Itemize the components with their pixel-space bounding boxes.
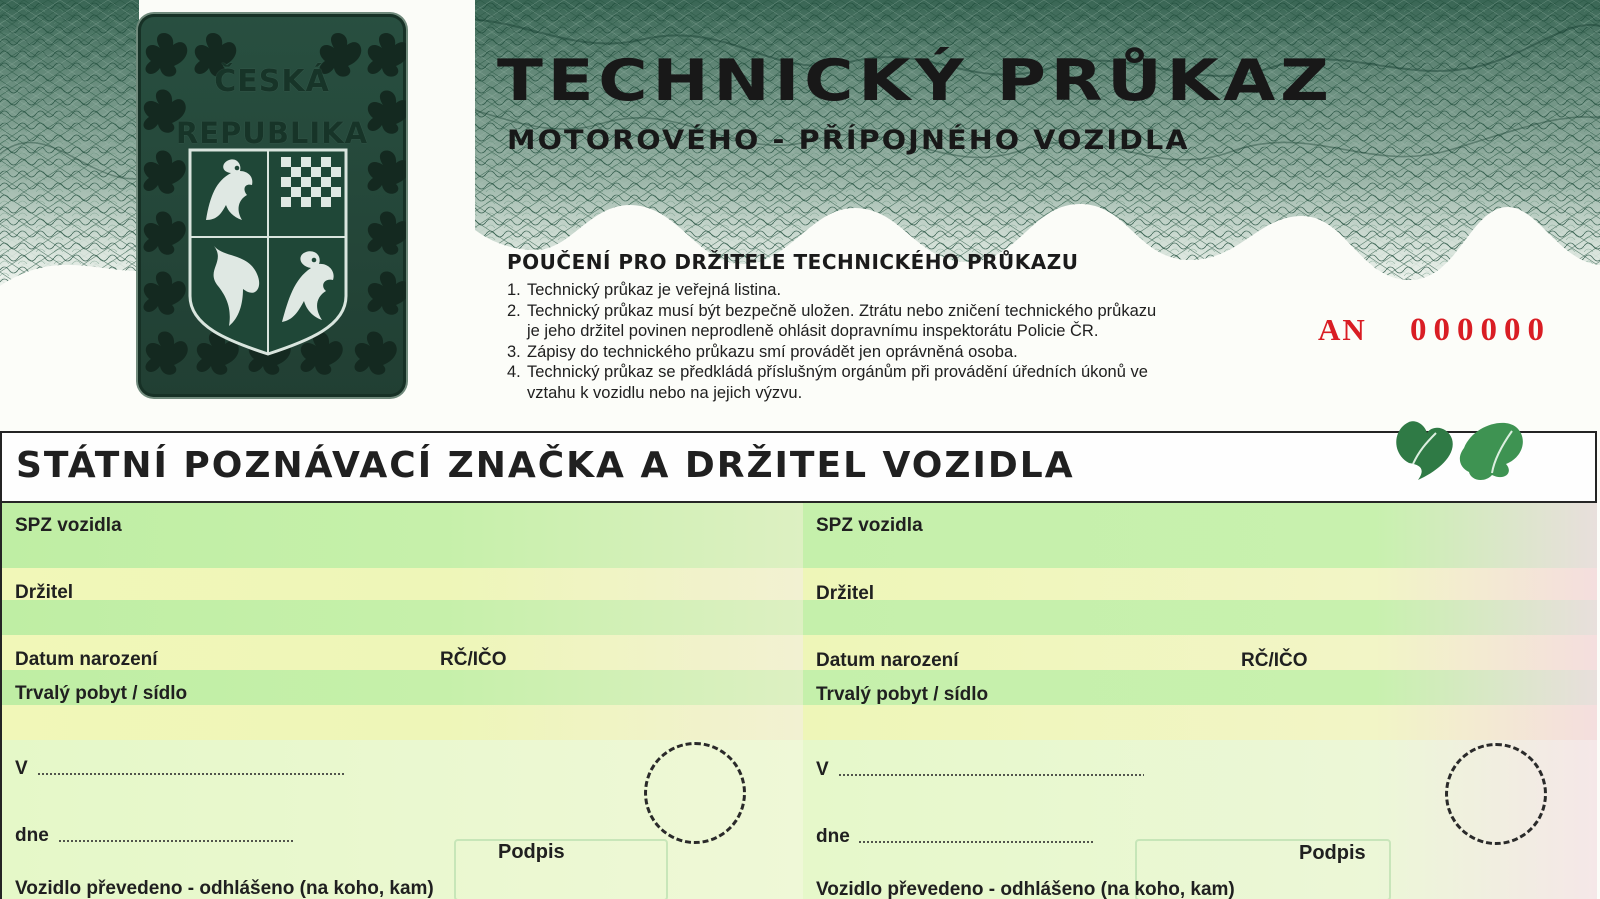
- instruction-number: 2.: [507, 301, 521, 320]
- spz-field-band: [2, 503, 803, 568]
- instruction-number: 1.: [507, 281, 521, 299]
- document-title: TECHNICKÝ PRŮKAZ: [497, 48, 1334, 114]
- emblem-panel: [138, 14, 406, 397]
- birth-date-label: Datum narození: [15, 649, 158, 670]
- serial-prefix: AN: [1318, 312, 1367, 347]
- instruction-number: [507, 321, 521, 342]
- date-dotted-line: [858, 841, 1094, 843]
- stamp-circle: [644, 742, 746, 844]
- emblem-country-line-1: ČESKÁ: [214, 64, 330, 99]
- residence-continuation-band: [803, 705, 1597, 740]
- registration-form: [0, 431, 1597, 899]
- residence-label: Trvalý pobyt / sídlo: [816, 684, 989, 705]
- stamp-circle: [1445, 743, 1547, 845]
- id-number-label: RČ/IČO: [1241, 650, 1308, 671]
- date-dotted-line: [58, 840, 294, 842]
- transfer-label: Vozidlo převedeno - odhlášeno (na koho, kam): [15, 878, 434, 899]
- left-registration-column: [2, 503, 803, 899]
- residence-continuation-band: [2, 705, 803, 740]
- instructions-list: [507, 280, 1267, 403]
- instruction-item: [507, 321, 1267, 342]
- spz-label: SPZ vozidla: [816, 515, 923, 536]
- instructions-title: POUČENÍ PRO DRŽITELE TECHNICKÉHO PRŮKAZU: [507, 250, 1079, 274]
- place-dotted-line: [838, 774, 1144, 776]
- instruction-text: Zápisy do technického průkazu smí provádět jen oprávněná osoba.: [527, 342, 1018, 361]
- residence-label: Trvalý pobyt / sídlo: [15, 683, 188, 704]
- date-label: dne: [816, 826, 850, 847]
- holder-instructions: [507, 250, 1267, 403]
- holder-label: Držitel: [15, 582, 74, 603]
- form-header: [2, 433, 1595, 503]
- date-label: dne: [15, 825, 49, 846]
- signature-label: Podpis: [498, 841, 565, 863]
- serial-number: 000000: [1410, 312, 1551, 348]
- holder-continuation-band: [803, 600, 1597, 635]
- instruction-number: [507, 383, 521, 404]
- instruction-item: [507, 362, 1267, 383]
- id-number-label: RČ/IČO: [440, 649, 507, 670]
- instruction-text: Technický průkaz se předkládá příslušným orgánům při provádění úředních úkonů ve: [527, 363, 1148, 381]
- holder-field-band: [803, 568, 1597, 600]
- instruction-item: [507, 342, 1267, 363]
- instruction-text: Technický průkaz musí být bezpečně uložen. Ztrátu nebo zničení technického průkazu: [527, 301, 1157, 320]
- instruction-item: [507, 383, 1267, 404]
- instruction-number: 3.: [507, 342, 521, 361]
- right-registration-column: [803, 503, 1597, 899]
- spz-label: SPZ vozidla: [15, 515, 122, 536]
- section-title: STÁTNÍ POZNÁVACÍ ZNAČKA A DRŽITEL VOZIDLA: [16, 445, 1075, 486]
- instruction-item: [507, 301, 1267, 322]
- transfer-label: Vozidlo převedeno - odhlášeno (na koho, kam): [816, 879, 1235, 899]
- instruction-text: je jeho držitel povinen neprodleně ohlásit dopravnímu inspektorátu Policie ČR.: [527, 322, 1099, 340]
- holder-label: Držitel: [816, 583, 875, 604]
- place-label: V: [15, 758, 28, 779]
- instruction-item: [507, 280, 1267, 301]
- place-label: V: [816, 759, 829, 780]
- signature-label: Podpis: [1299, 842, 1366, 864]
- holder-field-band: [2, 568, 803, 600]
- emblem-country-line-2: REPUBLIKA: [175, 116, 369, 150]
- linden-leaves-icon: [1391, 417, 1527, 485]
- place-dotted-line: [37, 773, 344, 775]
- instruction-text: Technický průkaz je veřejná listina.: [527, 281, 782, 299]
- instruction-number: 4.: [507, 363, 521, 381]
- birth-date-label: Datum narození: [816, 650, 959, 671]
- holder-continuation-band: [2, 600, 803, 635]
- instruction-text: vztahu k vozidlu nebo na jejich výzvu.: [527, 383, 803, 402]
- document-subtitle: MOTOROVÉHO - PŘÍPOJNÉHO VOZIDLA: [507, 125, 1190, 156]
